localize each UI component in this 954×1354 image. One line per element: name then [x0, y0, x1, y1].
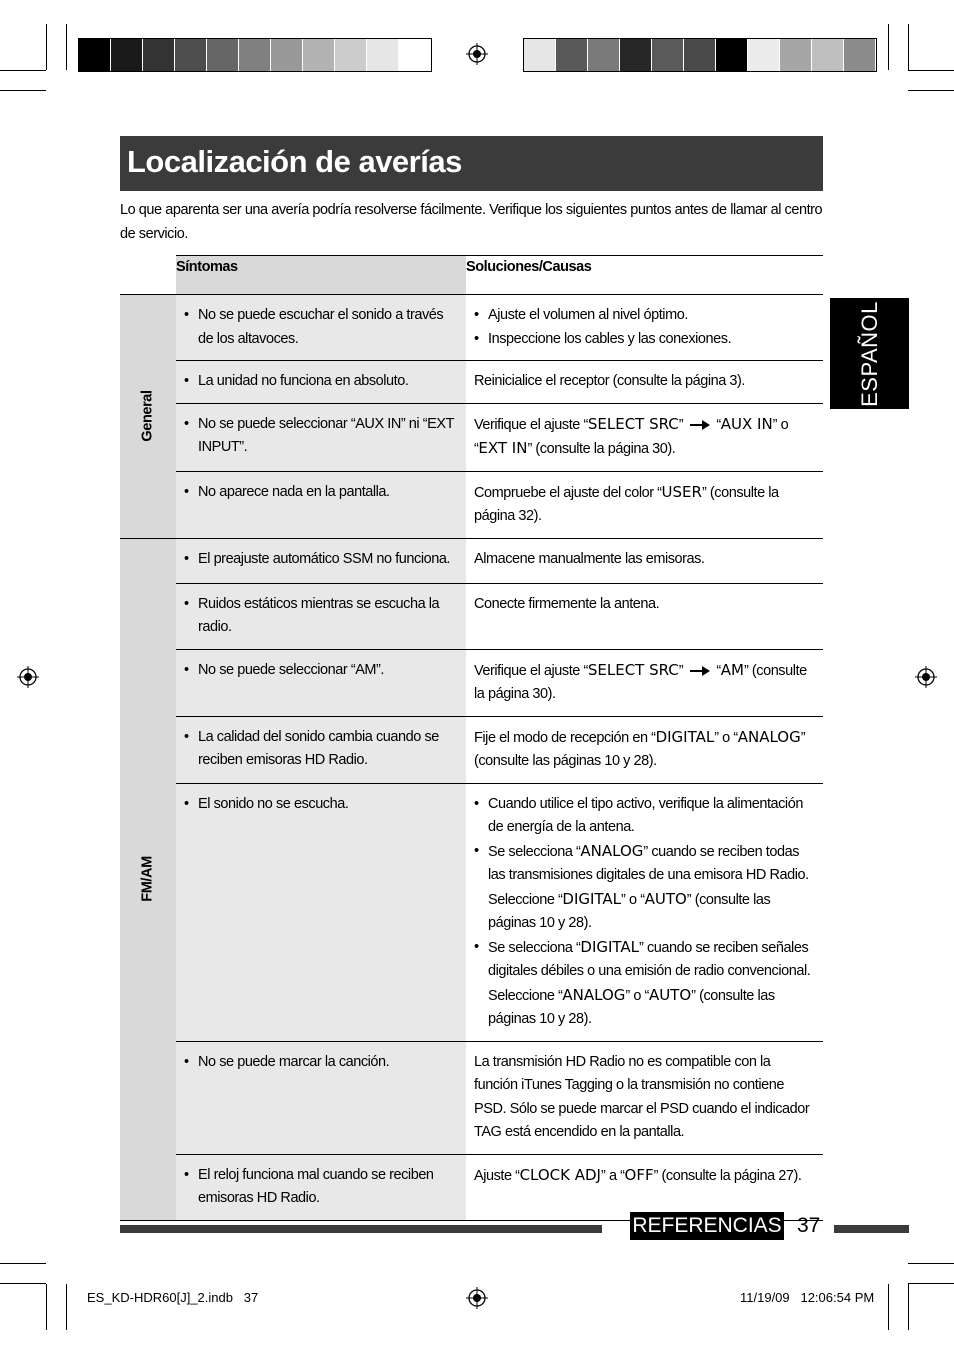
crop-mark: [908, 24, 909, 70]
color-swatch: [748, 39, 780, 71]
symptom-cell: [176, 1041, 466, 1154]
color-swatch: [588, 39, 620, 71]
solution-text-part: “: [712, 662, 721, 679]
symptom-text: • No aparece nada en la pantalla.: [184, 481, 456, 505]
display-text: DIGITAL: [655, 727, 715, 746]
solution-cell: [466, 783, 823, 1041]
category-general: [120, 295, 176, 539]
solution-text-part: ” (consulte la página 32).: [474, 484, 779, 524]
symptom-cell: [176, 538, 466, 583]
solution-text-part: ” (consulte las páginas 10 y 28).: [474, 729, 806, 769]
color-swatch: [303, 39, 335, 71]
solution-text: [466, 472, 823, 538]
registration-mark-icon: [466, 1287, 488, 1309]
color-swatch: [207, 39, 239, 71]
table-header-row: [120, 256, 823, 295]
solution-item: • Cuando utilice el tipo activo, verifique la alimentación de energía de la antena.: [474, 793, 813, 840]
color-swatch: [844, 39, 876, 71]
color-swatch: [780, 39, 812, 71]
solution-cell: [466, 295, 823, 361]
display-text: AUX IN: [720, 414, 773, 433]
table-row: [120, 716, 823, 783]
color-swatch: [524, 39, 556, 71]
display-text: ANALOG: [737, 727, 801, 746]
solution-text-part: ” o “: [625, 987, 649, 1004]
solution-cell: [466, 538, 823, 583]
color-swatch: [175, 39, 207, 71]
solution-text: [466, 650, 823, 716]
solution-text: La transmisión HD Radio no es compatible con la función iTunes Tagging o la transmisión no contiene PSD. Sólo se puede marcar el PSD cuando el indicador TAG está encendido en la pantalla.: [474, 1053, 810, 1140]
display-text: CLOCK ADJ: [519, 1165, 601, 1184]
crop-mark: [0, 90, 46, 91]
arrow-right-icon: [689, 666, 711, 676]
crop-mark: [0, 70, 46, 71]
symptom-cell: [176, 649, 466, 716]
display-text: ANALOG: [580, 841, 644, 860]
language-tab-label: ESPAÑOL: [856, 300, 882, 407]
display-text: SELECT SRC: [587, 660, 679, 679]
display-text: USER: [661, 482, 702, 501]
category-label: FM/AM: [139, 856, 156, 902]
header-solutions: Soluciones/Causas: [466, 256, 823, 295]
solution-cell: [466, 403, 823, 471]
solution-text-part: ” (consulte la página 30).: [474, 662, 807, 702]
solution-text-part: ” o “: [714, 729, 738, 746]
footer-rule-left: [120, 1225, 602, 1233]
troubleshooting-table: [120, 255, 823, 1221]
crop-mark: [908, 1284, 909, 1330]
registration-mark-icon: [466, 43, 488, 65]
color-swatch: [239, 39, 271, 71]
color-swatch: [716, 39, 748, 71]
symptom-text: • No se puede seleccionar “AM”.: [184, 659, 456, 683]
solution-text: [466, 717, 823, 783]
solution-text-part: Se selecciona “: [488, 843, 581, 860]
symptom-text: • La unidad no funciona en absoluto.: [184, 370, 456, 394]
solution-text-part: ” (consulte la página 30).: [527, 441, 676, 457]
solution-cell: [466, 1041, 823, 1154]
color-swatch: [111, 39, 143, 71]
display-text: AM: [720, 660, 744, 679]
solution-text-part: ” (consulte las páginas 10 y 28).: [488, 987, 775, 1027]
color-swatch: [399, 39, 431, 71]
symptom-cell: [176, 471, 466, 538]
symptom-text: • El preajuste automático SSM no funciona.: [184, 548, 456, 572]
symptom-cell: [176, 1154, 466, 1220]
color-swatch: [367, 39, 399, 71]
section-label: REFERENCIAS: [630, 1212, 784, 1240]
slug-file: ES_KD-HDR60[J]_2.indb 37: [87, 1290, 259, 1305]
crop-mark: [0, 1263, 46, 1264]
category-label: General: [139, 390, 156, 442]
color-swatch: [271, 39, 303, 71]
solution-text: Almacene manualmente las emisoras.: [474, 550, 705, 567]
solution-text: [466, 404, 823, 471]
solution-text-part: Compruebe el ajuste del color “: [474, 484, 662, 501]
crop-mark: [66, 1284, 67, 1330]
crop-mark: [908, 70, 954, 71]
footer-rule-right: [834, 1225, 909, 1233]
crop-mark: [908, 90, 954, 91]
page-number: 37: [797, 1214, 821, 1237]
solution-cell: [466, 583, 823, 649]
display-text: DIGITAL: [562, 889, 622, 908]
solution-text-part: Se selecciona “: [488, 939, 581, 956]
header-symptoms: Síntomas: [176, 256, 466, 295]
table-row: [120, 649, 823, 716]
solution-text: Conecte firmemente la antena.: [474, 595, 660, 612]
crop-mark: [0, 1283, 46, 1284]
color-bar-right: [523, 38, 877, 72]
solution-text: Reinicialice el receptor (consulte la página 3).: [474, 373, 745, 389]
symptom-cell: [176, 295, 466, 361]
language-tab: [830, 298, 909, 409]
symptom-text: • No se puede seleccionar “AUX IN” ni “EXT INPUT”.: [184, 413, 456, 460]
solution-item: [474, 840, 813, 936]
symptom-cell: [176, 783, 466, 1041]
display-text: SELECT SRC: [587, 414, 679, 433]
table-row: [120, 471, 823, 538]
symptom-text: • La calidad del sonido cambia cuando se reciben emisoras HD Radio.: [184, 726, 456, 773]
title-bar: [120, 136, 823, 191]
solution-cell: [466, 649, 823, 716]
solution-text-part: ” (consulte la página 27).: [653, 1167, 802, 1184]
crop-mark: [66, 24, 67, 70]
slug-date: 11/19/09 12:06:54 PM: [740, 1290, 875, 1305]
solution-text-part: ” (consulte las páginas 10 y 28).: [488, 891, 771, 931]
crop-mark: [46, 24, 47, 70]
symptom-text: • No se puede marcar la canción.: [184, 1051, 456, 1075]
display-text: ANALOG: [562, 985, 626, 1004]
solution-cell: [466, 471, 823, 538]
table-row: [120, 295, 823, 361]
symptom-text: • El reloj funciona mal cuando se reciben emisoras HD Radio.: [184, 1164, 456, 1211]
color-swatch: [620, 39, 652, 71]
table-row: [120, 403, 823, 471]
header-spacer: [120, 256, 176, 295]
solution-cell: [466, 1154, 823, 1220]
solution-text-part: ”: [678, 416, 687, 433]
symptom-cell: [176, 583, 466, 649]
solution-cell: [466, 361, 823, 404]
symptom-cell: [176, 716, 466, 783]
page-title: Localización de averías: [127, 144, 462, 179]
solution-text-part: Verifique el ajuste “: [474, 416, 588, 433]
crop-mark: [908, 1263, 954, 1264]
display-text: DIGITAL: [580, 937, 640, 956]
solution-cell: [466, 716, 823, 783]
table-row: [120, 538, 823, 583]
table-row: [120, 1041, 823, 1154]
color-swatch: [79, 39, 111, 71]
solution-text-part: ” o “: [474, 416, 789, 457]
solution-text-part: “: [712, 416, 721, 433]
display-text: AUTO: [648, 985, 692, 1004]
display-text: OFF: [624, 1165, 654, 1184]
color-swatch: [684, 39, 716, 71]
table-row: [120, 1154, 823, 1220]
display-text: AUTO: [644, 889, 687, 908]
symptom-text: • El sonido no se escucha.: [184, 793, 456, 817]
solution-item: [474, 936, 813, 1032]
category-fm-am: [120, 538, 176, 1220]
color-swatch: [335, 39, 367, 71]
symptom-cell: [176, 361, 466, 404]
table-row: [120, 783, 823, 1041]
symptom-text: • No se puede escuchar el sonido a través de los altavoces.: [184, 304, 456, 351]
registration-mark-icon: [17, 666, 39, 688]
solution-text-part: ” a “: [600, 1167, 625, 1184]
crop-mark: [888, 24, 889, 70]
crop-mark: [908, 1283, 954, 1284]
color-swatch: [556, 39, 588, 71]
crop-mark: [46, 1284, 47, 1330]
display-text: EXT IN: [478, 439, 528, 457]
solution-text-part: Ajuste “: [474, 1167, 520, 1184]
registration-mark-icon: [915, 666, 937, 688]
solution-text-part: ” cuando se reciben todas las transmisiones digitales de una emisora HD Radio. Seleccione “: [488, 843, 809, 908]
color-swatch: [812, 39, 844, 71]
solution-item: • Ajuste el volumen al nivel óptimo.: [474, 304, 813, 328]
color-bar-left: [78, 38, 432, 72]
solution-text-part: Verifique el ajuste “: [474, 662, 588, 679]
solution-text-part: Fije el modo de recepción en “: [474, 729, 656, 746]
solution-item: • Inspeccione los cables y las conexiones.: [474, 328, 813, 352]
intro-paragraph: Lo que aparenta ser una avería podría resolverse fácilmente. Verifique los siguientes puntos antes de llamar al centro de servicio.: [120, 202, 823, 242]
arrow-right-icon: [689, 420, 711, 430]
color-swatch: [652, 39, 684, 71]
solution-text-part: ” cuando se reciben señales digitales débiles o una emisión de radio convencional. Seleccione “: [488, 939, 811, 1004]
symptom-cell: [176, 403, 466, 471]
crop-mark: [888, 1284, 889, 1330]
table-row: [120, 583, 823, 649]
solution-text: [466, 1155, 823, 1198]
solution-text-part: ”: [678, 662, 687, 679]
symptom-text: • Ruidos estáticos mientras se escucha la radio.: [184, 593, 456, 640]
table-row: [120, 361, 823, 404]
color-swatch: [143, 39, 175, 71]
solution-text-part: ” o “: [621, 891, 645, 908]
